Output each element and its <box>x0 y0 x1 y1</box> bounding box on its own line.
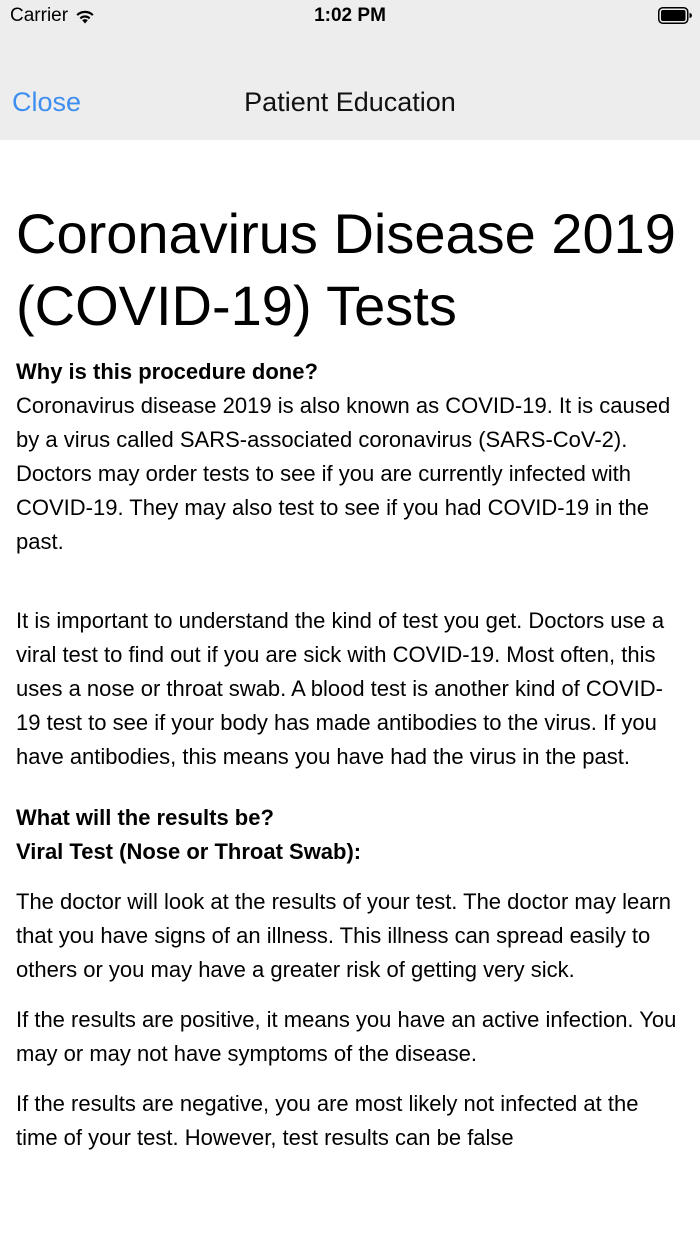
status-bar <box>0 0 700 32</box>
paragraph-doctor-review: The doctor will look at the results of your test. The doctor may learn that you have signs of an illness. This illness can spread easily to others or you may have a greater risk of getting very sick. <box>16 889 672 982</box>
nav-title: Patient Education <box>244 87 456 117</box>
clock: 1:02 PM <box>314 5 386 26</box>
navigation-bar <box>0 32 700 140</box>
paragraph-positive-results: If the results are positive, it means you have an active infection. You may or may not have symptoms of the disease. <box>16 1007 677 1066</box>
subheading-viral-test: Viral Test (Nose or Throat Swab): <box>16 839 362 864</box>
paragraph-intro: Coronavirus disease 2019 is also known as COVID-19. It is caused by a virus called SARS-associated coronavirus (SARS-CoV-2). Doctors may order tests to see if you are currently infected with COVID-19. They may also test to see if you had COVID-19 in the past. <box>16 393 671 554</box>
close-button[interactable]: Close <box>12 87 82 117</box>
section-heading-why: Why is this procedure done? <box>16 359 318 384</box>
carrier-label: Carrier <box>10 5 69 26</box>
article-content <box>16 140 686 1155</box>
paragraph-negative-results: If the results are negative, you are most likely not infected at the time of your test. However, test results can be false <box>16 1091 639 1150</box>
battery-icon <box>658 7 692 24</box>
section-heading-results: What will the results be? <box>16 805 274 830</box>
page-title: Coronavirus Disease 2019 (COVID-19) Tests <box>16 202 676 337</box>
paragraph-test-types: It is important to understand the kind of test you get. Doctors use a viral test to find out if you are sick with COVID-19. Most often, this uses a nose or throat swab. A blood test is another kind of COVID-19 test to see if your body has made antibodies to the virus. If you have antibodies, this means you have had the virus in the past. <box>16 608 665 769</box>
